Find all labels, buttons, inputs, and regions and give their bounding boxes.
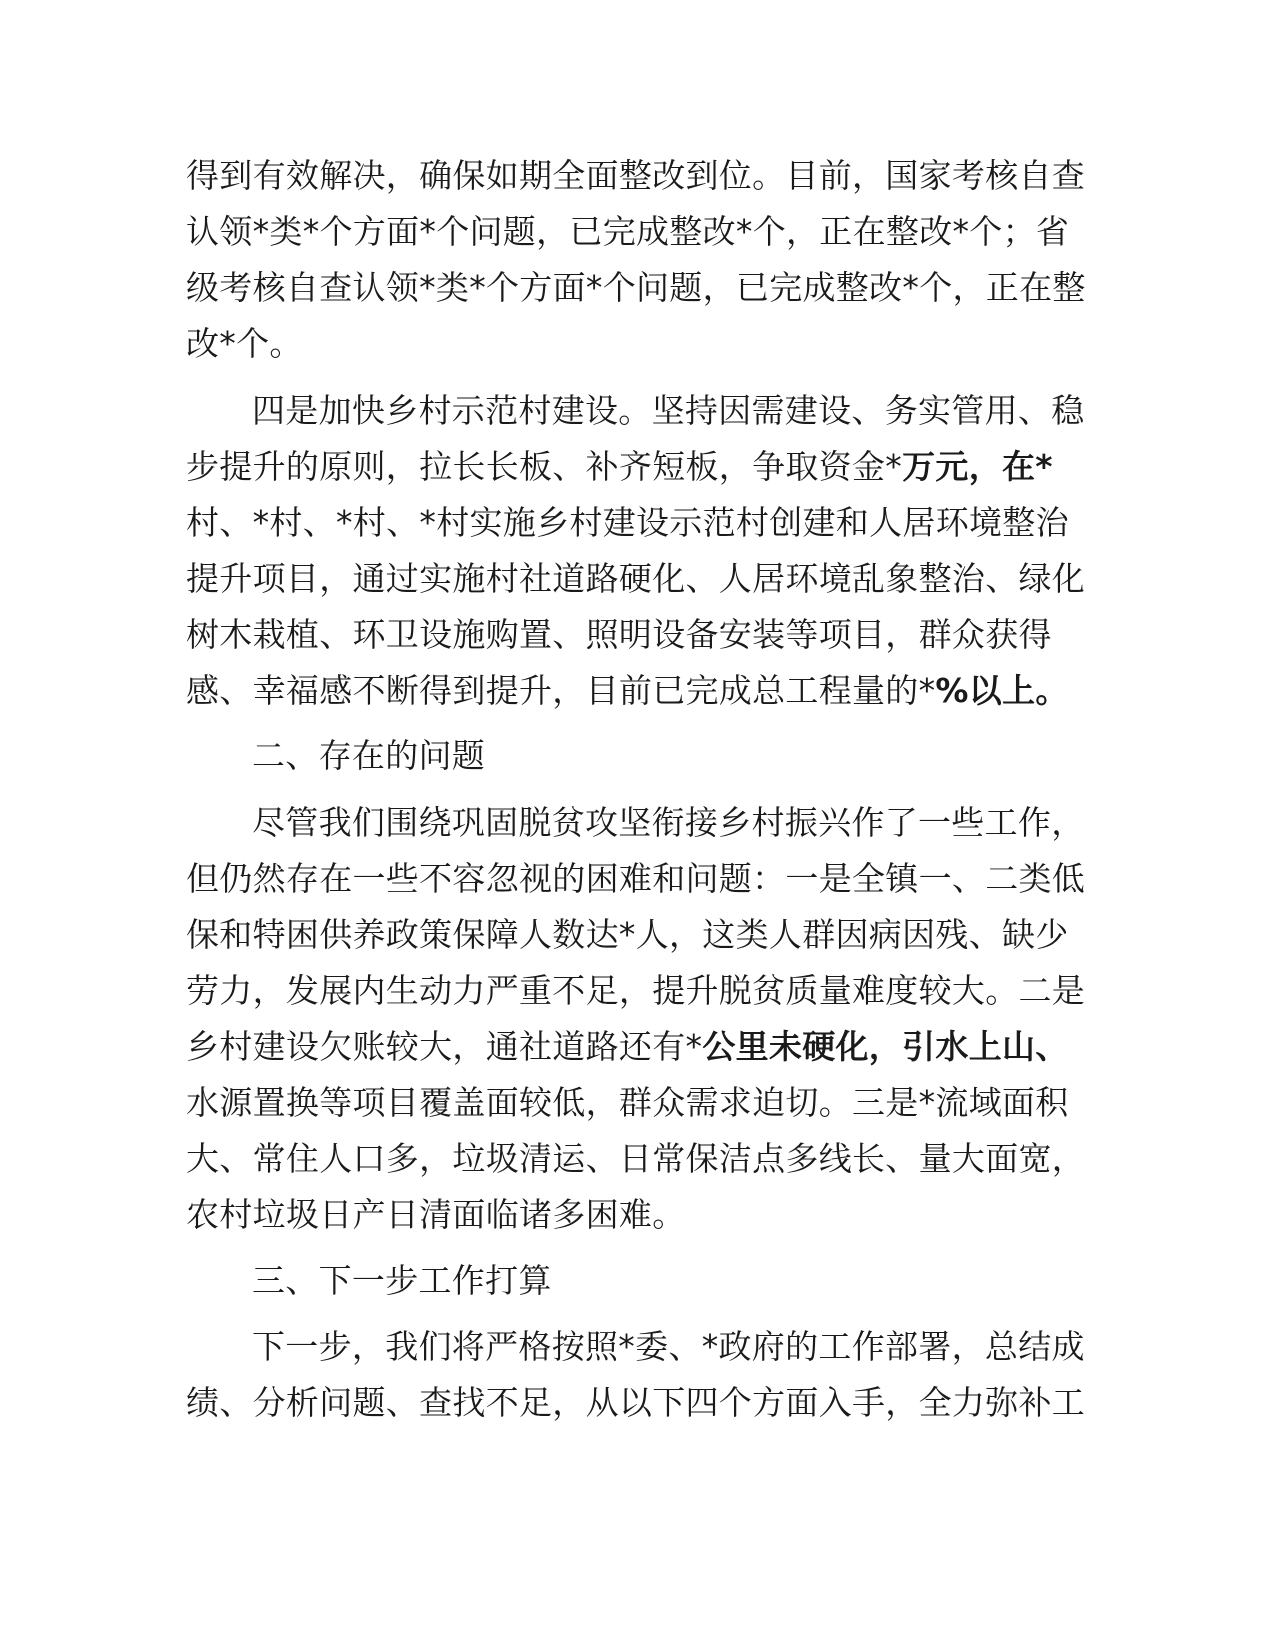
bold-text-run: 万元，在* [902, 447, 1053, 486]
text-run: 乡村建设欠账较大，通社道路还有* [186, 1027, 703, 1066]
bold-text-run: 公里未硬化，引水上山、 [702, 1027, 1069, 1066]
paragraph-line: 认领*类*个方面*个问题，已完成整改*个，正在整改*个；省 [186, 212, 1070, 251]
bold-text-run: %以上。 [935, 671, 1069, 710]
paragraph-line: 下一步，我们将严格按照*委、*政府的工作部署，总结成 [252, 1327, 1085, 1366]
paragraph-line: 保和特困供养政策保障人数达*人，这类人群因病因残、缺少 [186, 915, 1069, 954]
paragraph-line: 级考核自查认领*类*个方面*个问题，已完成整改*个，正在整 [186, 268, 1086, 307]
paragraph-line: 但仍然存在一些不容忽视的困难和问题：一是全镇一、二类低 [186, 859, 1086, 898]
paragraph-line: 尽管我们围绕巩固脱贫攻坚衔接乡村振兴作了一些工作， [252, 803, 1085, 842]
text-run: 感、幸福感不断得到提升，目前已完成总工程量的* [186, 671, 936, 710]
paragraph-line [186, 447, 1086, 487]
text-run: 步提升的原则，拉长长板、补齐短板，争取资金* [186, 447, 903, 486]
paragraph-line: 树木栽植、环卫设施购置、照明设备安装等项目，群众获得 [186, 615, 1052, 654]
paragraph-line: 得到有效解决，确保如期全面整改到位。目前，国家考核自查 [186, 156, 1086, 195]
paragraph-line: 水源置换等项目覆盖面较低，群众需求迫切。三是*流域面积 [186, 1083, 1069, 1122]
section-heading: 二、存在的问题 [252, 736, 486, 775]
paragraph-line: 改*个。 [186, 324, 303, 363]
paragraph-line: 绩、分析问题、查找不足，从以下四个方面入手，全力弥补工 [186, 1383, 1086, 1422]
section-heading: 三、下一步工作打算 [252, 1261, 552, 1300]
paragraph-line: 农村垃圾日产日清面临诸多困难。 [186, 1195, 686, 1234]
paragraph-line: 四是加快乡村示范村建设。坚持因需建设、务实管用、稳 [252, 391, 1085, 430]
paragraph-line [186, 671, 1086, 711]
paragraph-line [186, 1027, 1086, 1067]
paragraph-line: 大、常住人口多，垃圾清运、日常保洁点多线长、量大面宽， [186, 1139, 1086, 1178]
paragraph-line: 提升项目，通过实施村社道路硬化、人居环境乱象整治、绿化 [186, 559, 1086, 598]
paragraph-line: 劳力，发展内生动力严重不足，提升脱贫质量难度较大。二是 [186, 971, 1086, 1010]
paragraph-line: 村、*村、*村、*村实施乡村建设示范村创建和人居环境整治 [186, 503, 1069, 542]
